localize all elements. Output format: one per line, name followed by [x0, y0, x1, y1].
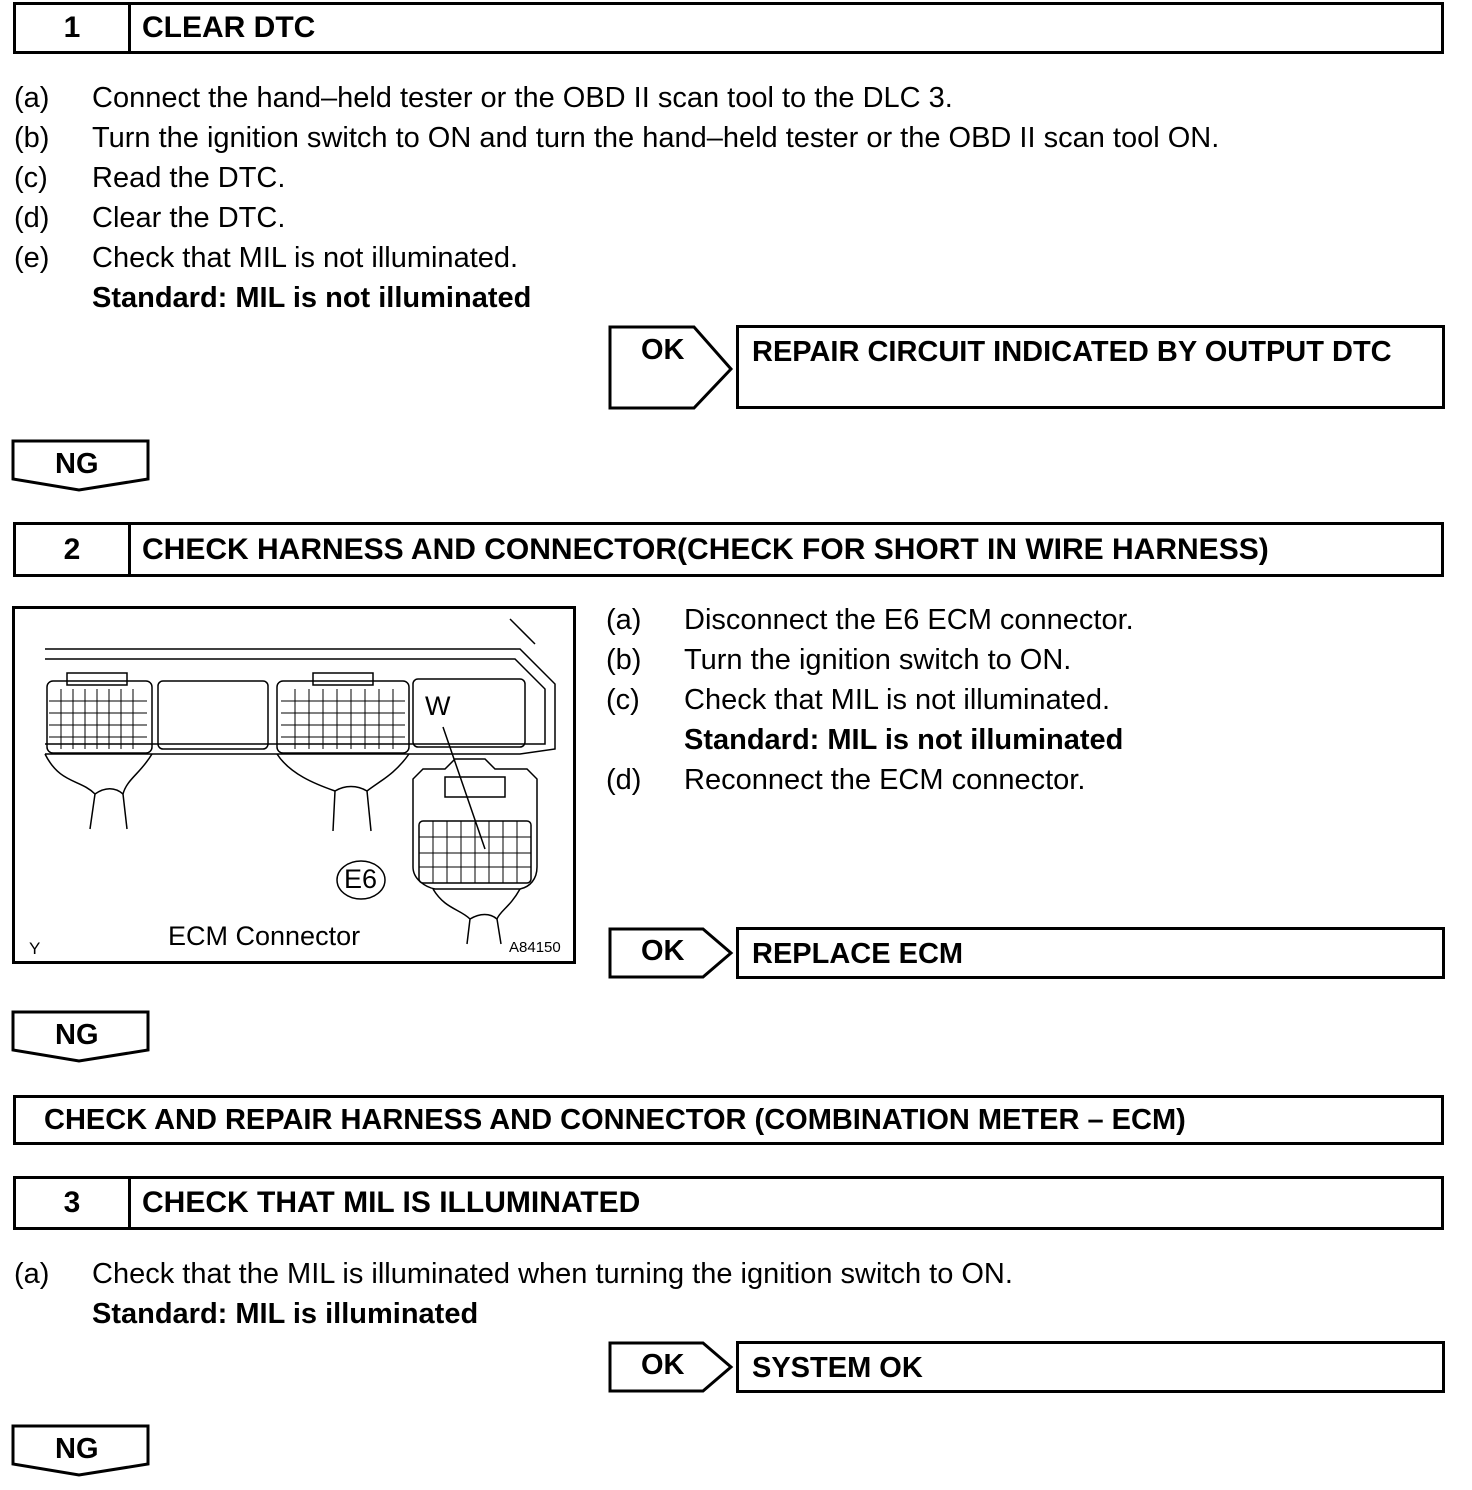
step1-ok-result: REPAIR CIRCUIT INDICATED BY OUTPUT DTC — [736, 325, 1445, 409]
connector-id-label: E6 — [344, 864, 378, 894]
step3-ok-result: SYSTEM OK — [736, 1341, 1445, 1393]
step3-standard: Standard: MIL is illuminated — [92, 1298, 479, 1330]
step2-standard: Standard: MIL is not illuminated — [684, 724, 1124, 756]
wire-color-label: W — [425, 691, 451, 721]
step1-standard: Standard: MIL is not illuminated — [92, 282, 532, 314]
step2-ok-result: REPLACE ECM — [736, 927, 1445, 979]
step1-ok-label: OK — [641, 334, 685, 366]
repair-harness-box: CHECK AND REPAIR HARNESS AND CONNECTOR (COMBINATION METER – ECM) — [13, 1095, 1444, 1145]
step2-header — [13, 522, 1444, 577]
ecm-connector-illustration — [15, 609, 573, 961]
step3-header — [13, 1176, 1444, 1230]
step3-ok-label: OK — [641, 1349, 685, 1381]
figure-code: A84150 — [509, 939, 561, 956]
step2-number: 2 — [16, 525, 131, 574]
figure-corner-mark: Y — [29, 939, 41, 958]
ecm-connector-figure — [12, 606, 576, 964]
step2-ng-label: NG — [55, 1019, 99, 1051]
step2-ok-label: OK — [641, 935, 685, 967]
step3-number: 3 — [16, 1179, 131, 1227]
figure-caption: ECM Connector — [168, 921, 361, 951]
step1-title: CLEAR DTC — [142, 11, 316, 44]
step3-ng-label: NG — [55, 1433, 99, 1465]
step1-ng-label: NG — [55, 448, 99, 480]
step1-number: 1 — [16, 5, 131, 51]
step1-header — [13, 2, 1444, 54]
step2-title: CHECK HARNESS AND CONNECTOR(CHECK FOR SHORT IN WIRE HARNESS) — [142, 532, 1269, 566]
step3-title: CHECK THAT MIL IS ILLUMINATED — [142, 1186, 641, 1219]
